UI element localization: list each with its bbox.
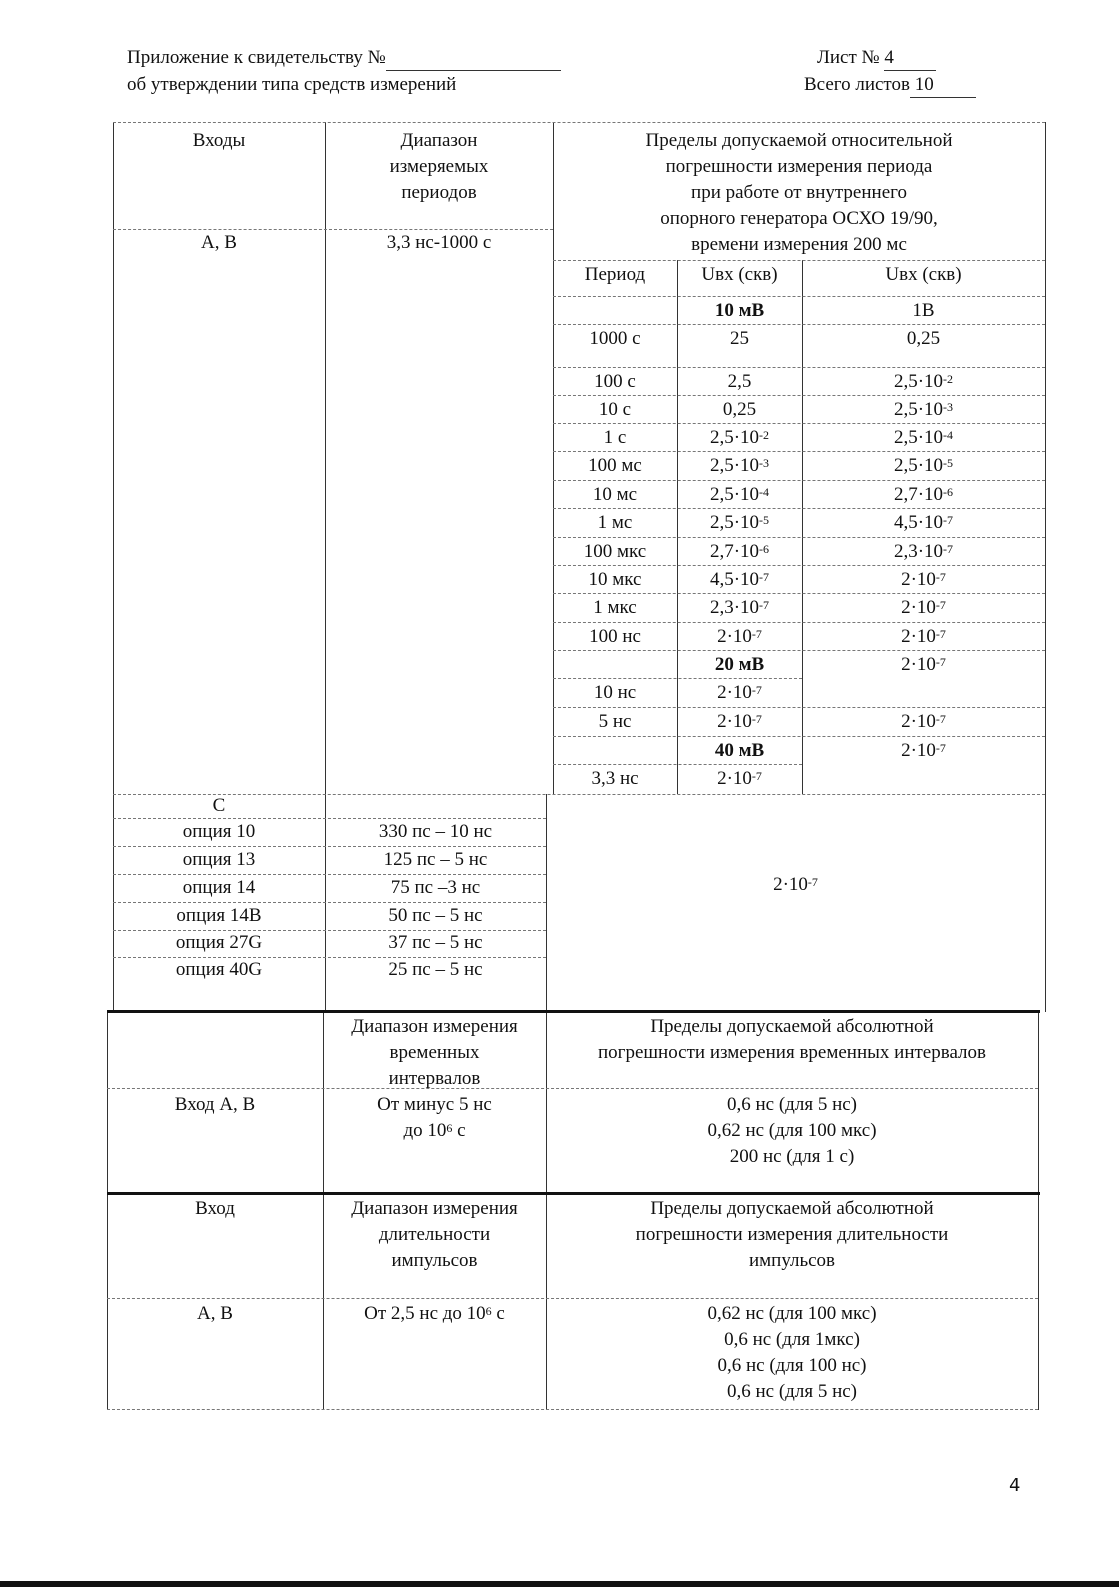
certificate-label: Приложение к свидетельству № bbox=[127, 47, 386, 68]
exponent: -7 bbox=[943, 513, 954, 527]
mantissa: 25 bbox=[730, 328, 749, 349]
header-line: импульсов bbox=[391, 1250, 478, 1271]
sheet-label: Лист № bbox=[817, 47, 880, 68]
option-range: 125 пс – 5 нс bbox=[383, 849, 488, 870]
error-1v-cell bbox=[802, 595, 1045, 621]
error-low-voltage-cell bbox=[677, 453, 802, 479]
mantissa: 20 мВ bbox=[714, 654, 765, 675]
header-line: погрешности измерения временных интервалов bbox=[598, 1042, 986, 1063]
exponent: -2 bbox=[943, 372, 954, 386]
mantissa: 2,5·10 bbox=[893, 427, 944, 448]
grid-line bbox=[553, 593, 1045, 594]
exponent: 6 bbox=[485, 1304, 492, 1318]
col-header-interval-range bbox=[323, 1014, 546, 1092]
error-1v-cell bbox=[802, 709, 1045, 735]
period-cell: 10 с bbox=[598, 399, 632, 420]
subheader-uvx-2: Uвх (скв) bbox=[885, 264, 962, 285]
header-line: погрешности измерения длительности bbox=[635, 1224, 949, 1245]
grid-line bbox=[553, 508, 1045, 509]
error-line: 0,6 нс (для 1мкс) bbox=[724, 1329, 860, 1350]
grid-line bbox=[553, 480, 1045, 481]
mantissa: 2·10 bbox=[901, 654, 936, 675]
error-1v-cell bbox=[802, 510, 1045, 536]
mantissa: 2·10 bbox=[901, 626, 936, 647]
grid-line bbox=[1038, 1012, 1039, 1410]
mantissa: 2,7·10 bbox=[893, 484, 944, 505]
option-name: опция 14В bbox=[176, 905, 262, 926]
grid-line bbox=[553, 622, 1045, 623]
range-ab: 3,3 нс-1000 с bbox=[386, 232, 492, 253]
error-low-voltage-cell bbox=[677, 766, 802, 792]
total-value: 10 bbox=[914, 74, 934, 95]
exponent: -7 bbox=[759, 598, 770, 612]
total-sheets bbox=[804, 72, 976, 98]
grid-line bbox=[553, 260, 1045, 261]
error-low-voltage-cell bbox=[677, 425, 802, 451]
mantissa: 2,5·10 bbox=[893, 371, 944, 392]
error-1v-cell bbox=[802, 567, 1045, 593]
mantissa: 2·10 bbox=[901, 569, 936, 590]
exponent: -5 bbox=[943, 456, 954, 470]
mantissa: 2,5 bbox=[727, 371, 752, 392]
header-line: интервалов bbox=[388, 1068, 481, 1089]
grid-line bbox=[553, 565, 1045, 566]
error-line: 0,6 нс (для 5 нс) bbox=[727, 1094, 857, 1115]
col-header-input: Вход bbox=[195, 1198, 235, 1219]
exponent: 6 bbox=[446, 1121, 453, 1135]
error-1v-cell bbox=[802, 539, 1045, 565]
header-line: Пределы допускаемой относительной bbox=[645, 130, 953, 151]
error-1v-cell bbox=[802, 482, 1045, 508]
mantissa: 2,5·10 bbox=[709, 484, 760, 505]
col-header-pulse-range bbox=[323, 1196, 546, 1274]
mantissa: 2·10 bbox=[717, 626, 752, 647]
sheet-number-value: 4 bbox=[884, 45, 936, 71]
exponent: -7 bbox=[935, 741, 946, 755]
grid-line bbox=[553, 537, 1045, 538]
grid-line bbox=[107, 1088, 1038, 1089]
mantissa: 2,3·10 bbox=[709, 597, 760, 618]
period-cell: 100 с bbox=[594, 371, 636, 392]
error-low-voltage-cell bbox=[677, 738, 802, 764]
period-cell: 10 мкс bbox=[588, 569, 642, 590]
error-low-voltage-cell bbox=[677, 567, 802, 593]
option-name: опция 27G bbox=[175, 932, 263, 953]
subheader-uvx-1: Uвх (скв) bbox=[701, 264, 778, 285]
error-line: 0,6 нс (для 5 нс) bbox=[727, 1381, 857, 1402]
header-line: импульсов bbox=[748, 1250, 836, 1271]
exponent: -7 bbox=[935, 598, 946, 612]
error-low-voltage-cell bbox=[677, 539, 802, 565]
header-line: при работе от внутреннего bbox=[691, 182, 907, 203]
period-cell: 10 нс bbox=[593, 682, 637, 703]
grid-line bbox=[553, 324, 1045, 325]
exponent: -7 bbox=[935, 712, 946, 726]
interval-errors bbox=[546, 1092, 1038, 1170]
grid-line bbox=[553, 367, 1045, 368]
grid-line bbox=[107, 1192, 1040, 1195]
pulse-range bbox=[323, 1301, 546, 1327]
col-header-relative-error bbox=[553, 128, 1045, 258]
exponent: -4 bbox=[759, 485, 770, 499]
exponent: -3 bbox=[759, 456, 770, 470]
error-1v-cell bbox=[802, 624, 1045, 650]
mantissa: 2·10 bbox=[717, 682, 752, 703]
mantissa: 2·10 bbox=[773, 874, 808, 895]
page-number: 4 bbox=[1009, 1475, 1021, 1496]
option-range: 75 пс –3 нс bbox=[390, 877, 481, 898]
header-line: Пределы допускаемой абсолютной bbox=[650, 1016, 934, 1037]
error-low-voltage-cell bbox=[677, 326, 802, 352]
error-1v-cell bbox=[802, 397, 1045, 423]
exponent: -7 bbox=[935, 627, 946, 641]
grid-line bbox=[1045, 122, 1046, 1012]
grid-line bbox=[113, 122, 1045, 123]
grid-line bbox=[553, 736, 1045, 737]
voltage-1v: 1В bbox=[912, 300, 935, 321]
header-line: опорного генератора ОСХО 19/90, bbox=[660, 208, 938, 229]
header-line: измеряемых bbox=[389, 156, 489, 177]
exponent: -7 bbox=[751, 712, 762, 726]
option-name: опция 40G bbox=[175, 959, 263, 980]
error-line: 0,62 нс (для 100 мкс) bbox=[707, 1303, 877, 1324]
exponent: -3 bbox=[943, 400, 954, 414]
range-pre: От 2,5 нс до 10 bbox=[364, 1303, 486, 1324]
option-name: опция 10 bbox=[182, 821, 256, 842]
error-low-voltage-cell bbox=[677, 652, 802, 678]
grid-line bbox=[553, 395, 1045, 396]
grid-line bbox=[553, 423, 1045, 424]
error-low-voltage-cell bbox=[677, 482, 802, 508]
period-cell: 1 с bbox=[603, 427, 627, 448]
exponent: -6 bbox=[759, 542, 770, 556]
range-pre: до 10 bbox=[403, 1120, 447, 1141]
period-cell: 5 нс bbox=[598, 711, 632, 732]
option-range: 330 пс – 10 нс bbox=[378, 821, 493, 842]
subheader-period: Период bbox=[584, 264, 646, 285]
pulse-input: А, В bbox=[197, 1303, 233, 1324]
pulse-errors bbox=[546, 1301, 1038, 1405]
header-line: длительности bbox=[378, 1224, 491, 1245]
grid-line bbox=[107, 1010, 1040, 1013]
col-header-pulse-error bbox=[546, 1196, 1038, 1274]
error-low-voltage-cell bbox=[677, 680, 802, 706]
exponent: -2 bbox=[759, 428, 770, 442]
interval-range bbox=[323, 1092, 546, 1144]
exponent: -7 bbox=[751, 769, 762, 783]
exponent: -7 bbox=[759, 570, 770, 584]
mantissa: 2·10 bbox=[901, 740, 936, 761]
period-cell: 100 мс bbox=[588, 455, 642, 476]
grid-line bbox=[107, 1298, 1038, 1299]
voltage-10mv: 10 мВ bbox=[714, 300, 765, 321]
option-error-value bbox=[546, 872, 1045, 898]
error-low-voltage-cell bbox=[677, 510, 802, 536]
period-cell: 3,3 нс bbox=[591, 768, 639, 789]
col-header-interval-error bbox=[546, 1014, 1038, 1066]
period-cell: 100 нс bbox=[589, 626, 641, 647]
header-certificate-line bbox=[127, 45, 561, 71]
period-cell: 1000 с bbox=[589, 328, 641, 349]
mantissa: 2·10 bbox=[901, 597, 936, 618]
mantissa: 2,5·10 bbox=[893, 455, 944, 476]
exponent: -7 bbox=[807, 875, 818, 889]
grid-line bbox=[553, 678, 802, 679]
grid-line bbox=[553, 451, 1045, 452]
col-header-inputs: Входы bbox=[192, 130, 246, 151]
mantissa: 0,25 bbox=[722, 399, 757, 420]
mantissa: 4,5·10 bbox=[709, 569, 760, 590]
option-range: 37 пс – 5 нс bbox=[388, 932, 483, 953]
mantissa: 2,5·10 bbox=[893, 399, 944, 420]
option-name: опция 13 bbox=[182, 849, 256, 870]
total-sheets-value bbox=[910, 72, 976, 98]
mantissa: 2·10 bbox=[717, 768, 752, 789]
period-cell: 1 мс bbox=[597, 512, 633, 533]
header-line: времени измерения 200 мс bbox=[691, 234, 907, 255]
exponent: -7 bbox=[935, 570, 946, 584]
range-post: с bbox=[452, 1120, 466, 1141]
mantissa: 2,5·10 bbox=[709, 512, 760, 533]
mantissa: 2,3·10 bbox=[893, 541, 944, 562]
mantissa: 0,25 bbox=[906, 328, 941, 349]
input-c: С bbox=[212, 795, 226, 816]
grid-line bbox=[553, 650, 1045, 651]
option-range: 25 пс – 5 нс bbox=[388, 959, 483, 980]
range-line bbox=[323, 1118, 546, 1144]
mantissa: 4,5·10 bbox=[893, 512, 944, 533]
error-line: 0,62 нс (для 100 мкс) bbox=[707, 1120, 877, 1141]
input-ab: А, В bbox=[201, 232, 237, 253]
exponent: -5 bbox=[759, 513, 770, 527]
error-line: 200 нс (для 1 с) bbox=[729, 1146, 855, 1167]
header-line: периодов bbox=[401, 182, 477, 203]
range-line: От минус 5 нс bbox=[377, 1094, 492, 1115]
certificate-number-blank bbox=[386, 45, 561, 71]
header-line: Диапазон измерения bbox=[351, 1016, 518, 1037]
error-1v-cell bbox=[802, 369, 1045, 395]
mantissa: 2·10 bbox=[901, 711, 936, 732]
error-low-voltage-cell bbox=[677, 709, 802, 735]
interval-input: Вход А, В bbox=[174, 1094, 256, 1115]
sheet-number bbox=[817, 45, 936, 71]
exponent: -7 bbox=[935, 655, 946, 669]
header-line: погрешности измерения периода bbox=[665, 156, 933, 177]
mantissa: 2,5·10 bbox=[709, 455, 760, 476]
period-cell: 10 мс bbox=[592, 484, 638, 505]
exponent: -4 bbox=[943, 428, 954, 442]
header-line: Диапазон bbox=[400, 130, 478, 151]
option-name: опция 14 bbox=[182, 877, 256, 898]
header-approval-line: об утверждении типа средств измерений bbox=[127, 74, 457, 95]
grid-line bbox=[553, 764, 802, 765]
error-line: 0,6 нс (для 100 нс) bbox=[717, 1355, 867, 1376]
total-label: Всего листов bbox=[804, 74, 910, 95]
mantissa: 2,7·10 bbox=[709, 541, 760, 562]
error-1v-cell bbox=[802, 425, 1045, 451]
grid-line bbox=[107, 1409, 1038, 1410]
mantissa: 2,5·10 bbox=[709, 427, 760, 448]
mantissa: 40 мВ bbox=[714, 740, 765, 761]
mantissa: 2·10 bbox=[717, 711, 752, 732]
header-line: Пределы допускаемой абсолютной bbox=[650, 1198, 934, 1219]
error-low-voltage-cell bbox=[677, 369, 802, 395]
error-1v-cell bbox=[802, 326, 1045, 352]
error-1v-cell bbox=[802, 453, 1045, 479]
header-line: временных bbox=[389, 1042, 480, 1063]
error-low-voltage-cell bbox=[677, 595, 802, 621]
scan-edge-bar bbox=[0, 1581, 1119, 1587]
col-header-period-range bbox=[325, 128, 553, 206]
range-post: с bbox=[491, 1303, 505, 1324]
option-range: 50 пс – 5 нс bbox=[388, 905, 483, 926]
exponent: -6 bbox=[943, 485, 954, 499]
error-1v-cell bbox=[802, 738, 1045, 764]
period-cell: 100 мкс bbox=[583, 541, 647, 562]
exponent: -7 bbox=[943, 542, 954, 556]
grid-line bbox=[553, 296, 1045, 297]
error-low-voltage-cell bbox=[677, 624, 802, 650]
error-low-voltage-cell bbox=[677, 397, 802, 423]
error-1v-cell bbox=[802, 652, 1045, 678]
period-cell: 1 мкс bbox=[593, 597, 637, 618]
header-line: Диапазон измерения bbox=[351, 1198, 518, 1219]
exponent: -7 bbox=[751, 627, 762, 641]
exponent: -7 bbox=[751, 683, 762, 697]
grid-line bbox=[553, 707, 1045, 708]
